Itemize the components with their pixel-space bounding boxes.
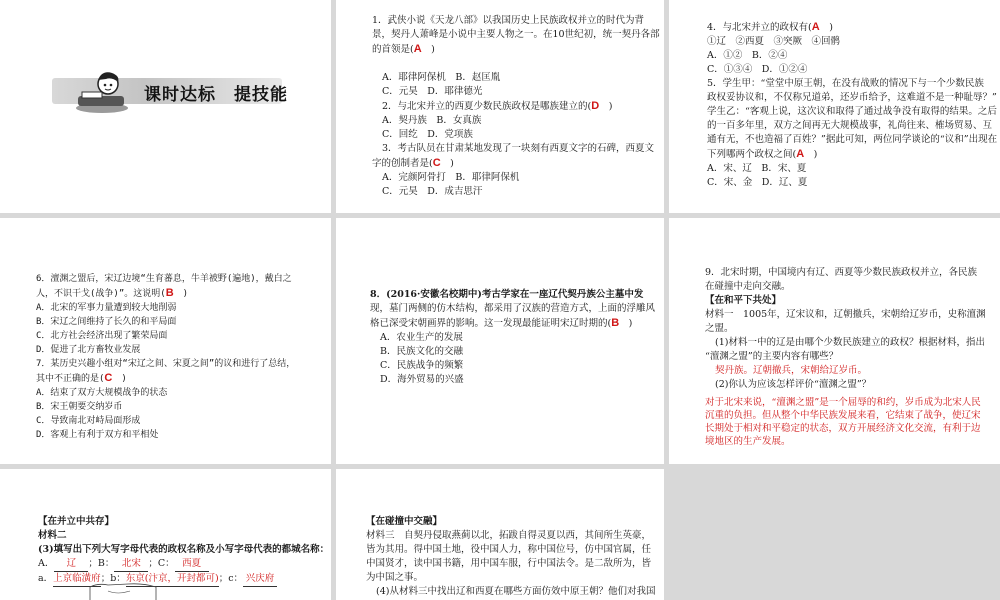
slide-8-content [366,515,655,599]
slide-2-content [372,14,660,199]
option-row: A．①② B．②④ [707,50,788,61]
question-text: 1．武侠小说《天龙八部》以我国历史上民族政权并立的时代为背 [372,15,645,26]
sub-question: (4)从材料三中找出辽和西夏在哪些方面仿效中原王朝？他们对我国 [376,586,656,597]
question-text: 景，契丹人萧峰是小说中主要人物之一。在10世纪初，统一契丹各部 [372,29,660,40]
answer-blank: 西夏 [175,557,209,572]
section-heading: 【在并立中共存】 [38,516,115,527]
option-row: A．契丹族 B．女真族 [382,115,482,126]
option-row: A．北宋的军事力量遭到较大地削弱 [36,303,177,313]
question-text: 其中不正确的是(C ) [36,372,127,384]
question-text: 人，不识干戈(战争)”。这说明(B ) [36,287,189,299]
option-row: D．促进了北方畜牧业发展 [36,345,141,355]
answer-blank: 兴庆府 [243,572,277,587]
slide-4-content [36,272,295,442]
question-text: 的首领是(A ) [372,43,435,55]
option-row: A．完颜阿骨打 B．耶律阿保机 [382,172,520,183]
section-heading: 【在和平下共处】 [705,295,782,306]
option-row: C．导致南北对峙局面形成 [36,416,141,426]
answer-mark: C [104,372,113,384]
question-text: 在碰撞中走向交融。 [705,281,791,292]
option-row: A．结束了双方大规模战争的状态 [36,388,168,398]
sub-question: (1)材料一中的辽是由哪个少数民族建立的政权？根据材料，指出 [715,337,985,348]
answer-mark: D [591,100,600,112]
option-row: ①辽 ②西夏 ③突厥 ④回鹘 [707,36,841,47]
answer-text: 对于北宋来说，“澶渊之盟”是一个屈辱的和约，岁币成为北宋人民沉重的负担。但从整个中华民族发展来看，它结束了战争，使辽宋长期处于相对和平稳定的状态，双方开展经济文化交流，有利于边境地区的生产发展。 [705,397,981,447]
question-text: 下列哪两个政权之间(A ) [707,148,818,160]
question-text: 字的创制者是(C ) [372,157,454,169]
section-banner [52,68,288,114]
material-text: 之盟。 [705,323,734,334]
question-text: 通有无，不也造福了百姓？”据此可知，两位同学谈论的“议和”出现在 [707,134,998,145]
material-text: 中国贤才，读中国书籍，用中国车服，行中国法令。是二敌所为，皆 [366,558,652,569]
map-sketch [88,581,158,600]
answer-blank: 上京临潢府 [53,572,101,587]
answer-mark: B [165,287,174,299]
answer-blank: 东京(汴京，开封都可) [126,572,219,587]
option-row: C．回纥 D．党项族 [382,129,473,140]
slide-8 [336,469,664,600]
material-text: 为中国之事。 [366,572,424,583]
option-row: C．民族战争的频繁 [380,360,464,371]
question-text: 2．与北宋并立的西夏少数民族政权是哪族建立的(D ) [382,100,613,112]
option-row: C．①③④ D．①②④ [707,64,808,75]
option-row: C．元昊 D．成吉思汗 [382,186,483,197]
question-text: 8．(2016·安徽名校期中)考古学家在一座辽代契丹族公主墓中发 [370,289,644,300]
slide-5-content [370,288,655,387]
option-row: B．宋王朝要交纳岁币 [36,402,123,412]
answer-mark: A [796,148,805,160]
option-row: B．宋辽之间维持了长久的和平局面 [36,317,177,327]
answer-row: a．上京临潢府；b：东京(汴京，开封都可)；c： 兴庆府 [38,572,329,587]
slide-2 [336,0,664,213]
material-text: 皆为其用。得中国土地，役中国人力，称中国位号，仿中国官属，任 [366,544,652,555]
sub-question: (2)你认为应该怎样评价“澶渊之盟”？ [715,379,872,390]
slide-3-content [707,20,997,190]
slide-6 [669,218,1000,464]
answer-mark: A [811,21,820,33]
question-text: 政权妥协议和，不仅称兄道弟，还岁币给予，这难道不是一种耻辱？” [707,92,997,103]
section-heading: 【在碰撞中交融】 [366,516,443,527]
option-row: C．宋、金 D．辽、夏 [707,177,808,188]
option-row: A．宋、辽 B．宋、夏 [707,163,807,174]
answer-blank: 北宋 [114,557,148,572]
option-row: D．海外贸易的兴盛 [380,374,464,385]
slide-4 [0,218,331,464]
empty-area [669,469,1000,600]
question-text: 3．考古队员在甘肃某地发现了一块刻有西夏文字的石碑，西夏文 [382,143,655,154]
option-row: A．耶律阿保机 B．赵匡胤 [382,72,501,83]
question-text: 5．学生甲：“堂堂中原王朝，在没有战败的情况下与一个少数民族 [707,78,984,89]
option-row: C．元昊 D．耶律德光 [382,86,483,97]
question-text: 现，墓门两侧的仿木结构，都采用了汉族的营造方式，上面的浮雕风 [370,303,656,314]
material-label: 材料二 [38,530,67,541]
slide-1 [0,0,331,213]
question-text: 格已深受宋朝画界的影响。这一发现最能证明宋辽时期的(B ) [370,317,633,329]
answer-text: 契丹族。辽朝撤兵，宋朝给辽岁币。 [715,365,868,376]
material-text: 材料三 自契丹侵取燕蓟以北，拓跋自得灵夏以西，其间所生英豪， [366,530,652,541]
answer-mark: B [611,317,620,329]
question-text: 4．与北宋并立的政权有(A ) [707,21,833,33]
banner-title: 课时达标 提技能 [144,85,288,105]
question-text: 9．北宋时期，中国境内有辽、西夏等少数民族政权并立，各民族 [705,267,978,278]
question-text: 学生乙：“客观上说，这次议和取得了通过战争没有取得的结果。之后 [707,106,997,117]
slide-7 [0,469,331,600]
answer-row: A． 辽 ；B： 北宋 ；C： 西夏 [38,557,329,572]
question-text: 的一百多年里，双方之间再无大规模战事，礼尚往来、榷场贸易、互 [707,120,993,131]
cartoon-student-icon [72,68,132,114]
slide-7-content [38,515,329,587]
answer-mark: A [413,43,422,55]
slide-3 [669,0,1000,213]
slide-5 [336,218,664,464]
sub-question: “澶渊之盟”的主要内容有哪些？ [705,351,839,362]
question-text: (3)填写出下列大写字母代表的政权名称及小写字母代表的都城名称： [38,544,330,555]
answer-blank: 辽 [54,557,88,572]
question-text: 6．澶渊之盟后，宋辽边境“生育蕃息，牛羊被野(遍地)，戴白之 [36,274,292,284]
option-row: D．客观上有利于双方和平相处 [36,430,159,440]
slide-6-content [705,266,986,448]
question-text: 7．某历史兴趣小组对“宋辽之间、宋夏之间”的议和进行了总结， [36,359,296,369]
answer-mark: C [432,157,441,169]
option-row: B．民族文化的交融 [380,346,463,357]
option-row: A．农业生产的发展 [380,332,463,343]
material-text: 材料一 1005年，辽宋议和，辽朝撤兵，宋朝给辽岁币，史称澶渊 [705,309,986,320]
option-row: C．北方社会经济出现了繁荣局面 [36,331,168,341]
